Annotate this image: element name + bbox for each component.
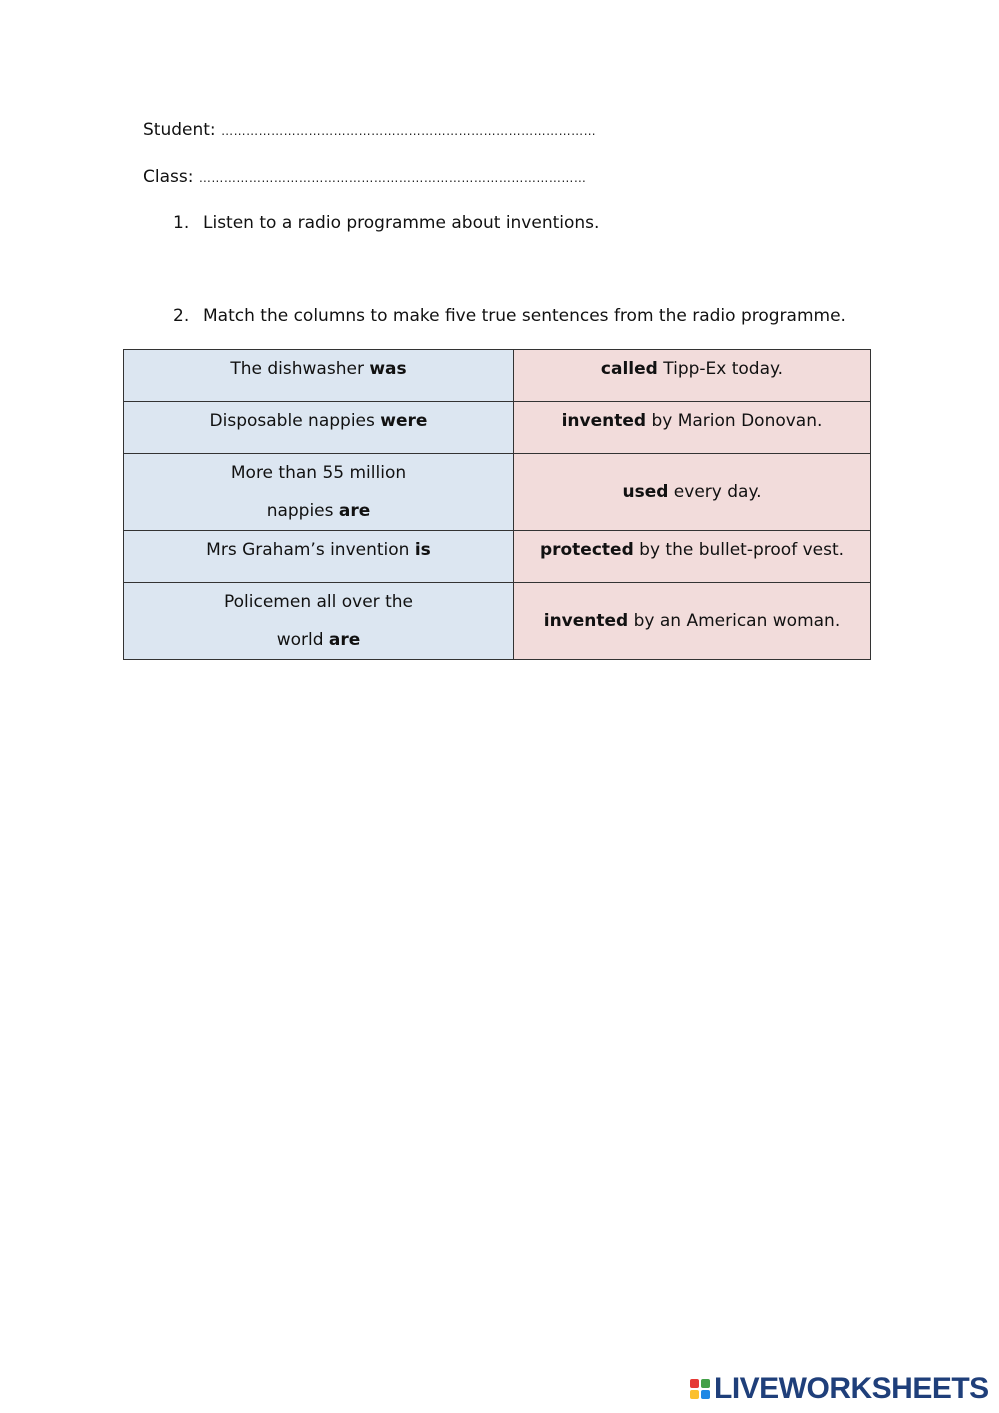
cell-text: nappies (266, 501, 339, 521)
instruction-number: 1. (173, 213, 190, 233)
class-label: Class: (143, 167, 194, 187)
class-line (143, 167, 586, 187)
table-row (124, 402, 871, 454)
instruction-text: Listen to a radio programme about inventions. (203, 213, 600, 233)
instruction-1 (173, 213, 599, 233)
cell-text: by the bullet-proof vest. (633, 540, 845, 560)
table-row (124, 531, 871, 583)
instruction-2 (173, 306, 846, 326)
logo-square-red (690, 1379, 699, 1388)
matching-table (123, 349, 871, 660)
cell-text: world (276, 630, 329, 650)
cell-text: Mrs Graham’s invention (206, 540, 415, 560)
table-row (124, 350, 871, 402)
cell-bold-verb: was (369, 359, 407, 379)
logo-square-blue (701, 1390, 710, 1399)
cell-text: The dishwasher (230, 359, 370, 379)
right-cell[interactable] (514, 402, 871, 454)
table-row (124, 454, 871, 531)
cell-bold-verb: protected (539, 540, 634, 560)
cell-bold-verb: are (338, 501, 371, 521)
cell-bold-verb: is (414, 540, 431, 560)
left-cell[interactable] (124, 350, 514, 402)
brand-wordmark: LIVEWORKSHEETS (714, 1372, 989, 1405)
cell-bold-verb: are (328, 630, 361, 650)
student-line (143, 120, 596, 140)
cell-text: More than 55 million (230, 463, 407, 483)
table-row (124, 583, 871, 660)
class-blank[interactable]: ………………………………………………………………………………… (198, 171, 587, 185)
cell-text: Disposable nappies (209, 411, 381, 431)
left-cell[interactable] (124, 454, 514, 531)
liveworksheets-branding (690, 1372, 989, 1406)
instruction-number: 2. (173, 306, 190, 326)
cell-text: Tipp-Ex today. (657, 359, 784, 379)
instruction-text: Match the columns to make five true sentences from the radio programme. (203, 306, 846, 326)
left-cell[interactable] (124, 531, 514, 583)
right-cell[interactable] (514, 454, 871, 531)
liveworksheets-logo-icon (690, 1379, 710, 1399)
cell-text: Policemen all over the (224, 592, 413, 612)
left-cell[interactable] (124, 402, 514, 454)
right-cell[interactable] (514, 583, 871, 660)
student-name-blank[interactable]: ……………………………………………………………………………… (221, 124, 597, 138)
cell-bold-verb: invented (561, 411, 647, 431)
cell-text: every day. (668, 482, 762, 502)
cell-bold-verb: were (380, 411, 428, 431)
cell-bold-verb: used (622, 482, 669, 502)
left-cell[interactable] (124, 583, 514, 660)
cell-text: by an American woman. (628, 611, 841, 631)
cell-bold-verb: invented (543, 611, 629, 631)
cell-text: by Marion Donovan. (646, 411, 823, 431)
logo-square-yellow (690, 1390, 699, 1399)
cell-bold-verb: called (600, 359, 658, 379)
logo-square-green (701, 1379, 710, 1388)
right-cell[interactable] (514, 531, 871, 583)
student-label: Student: (143, 120, 216, 140)
right-cell[interactable] (514, 350, 871, 402)
